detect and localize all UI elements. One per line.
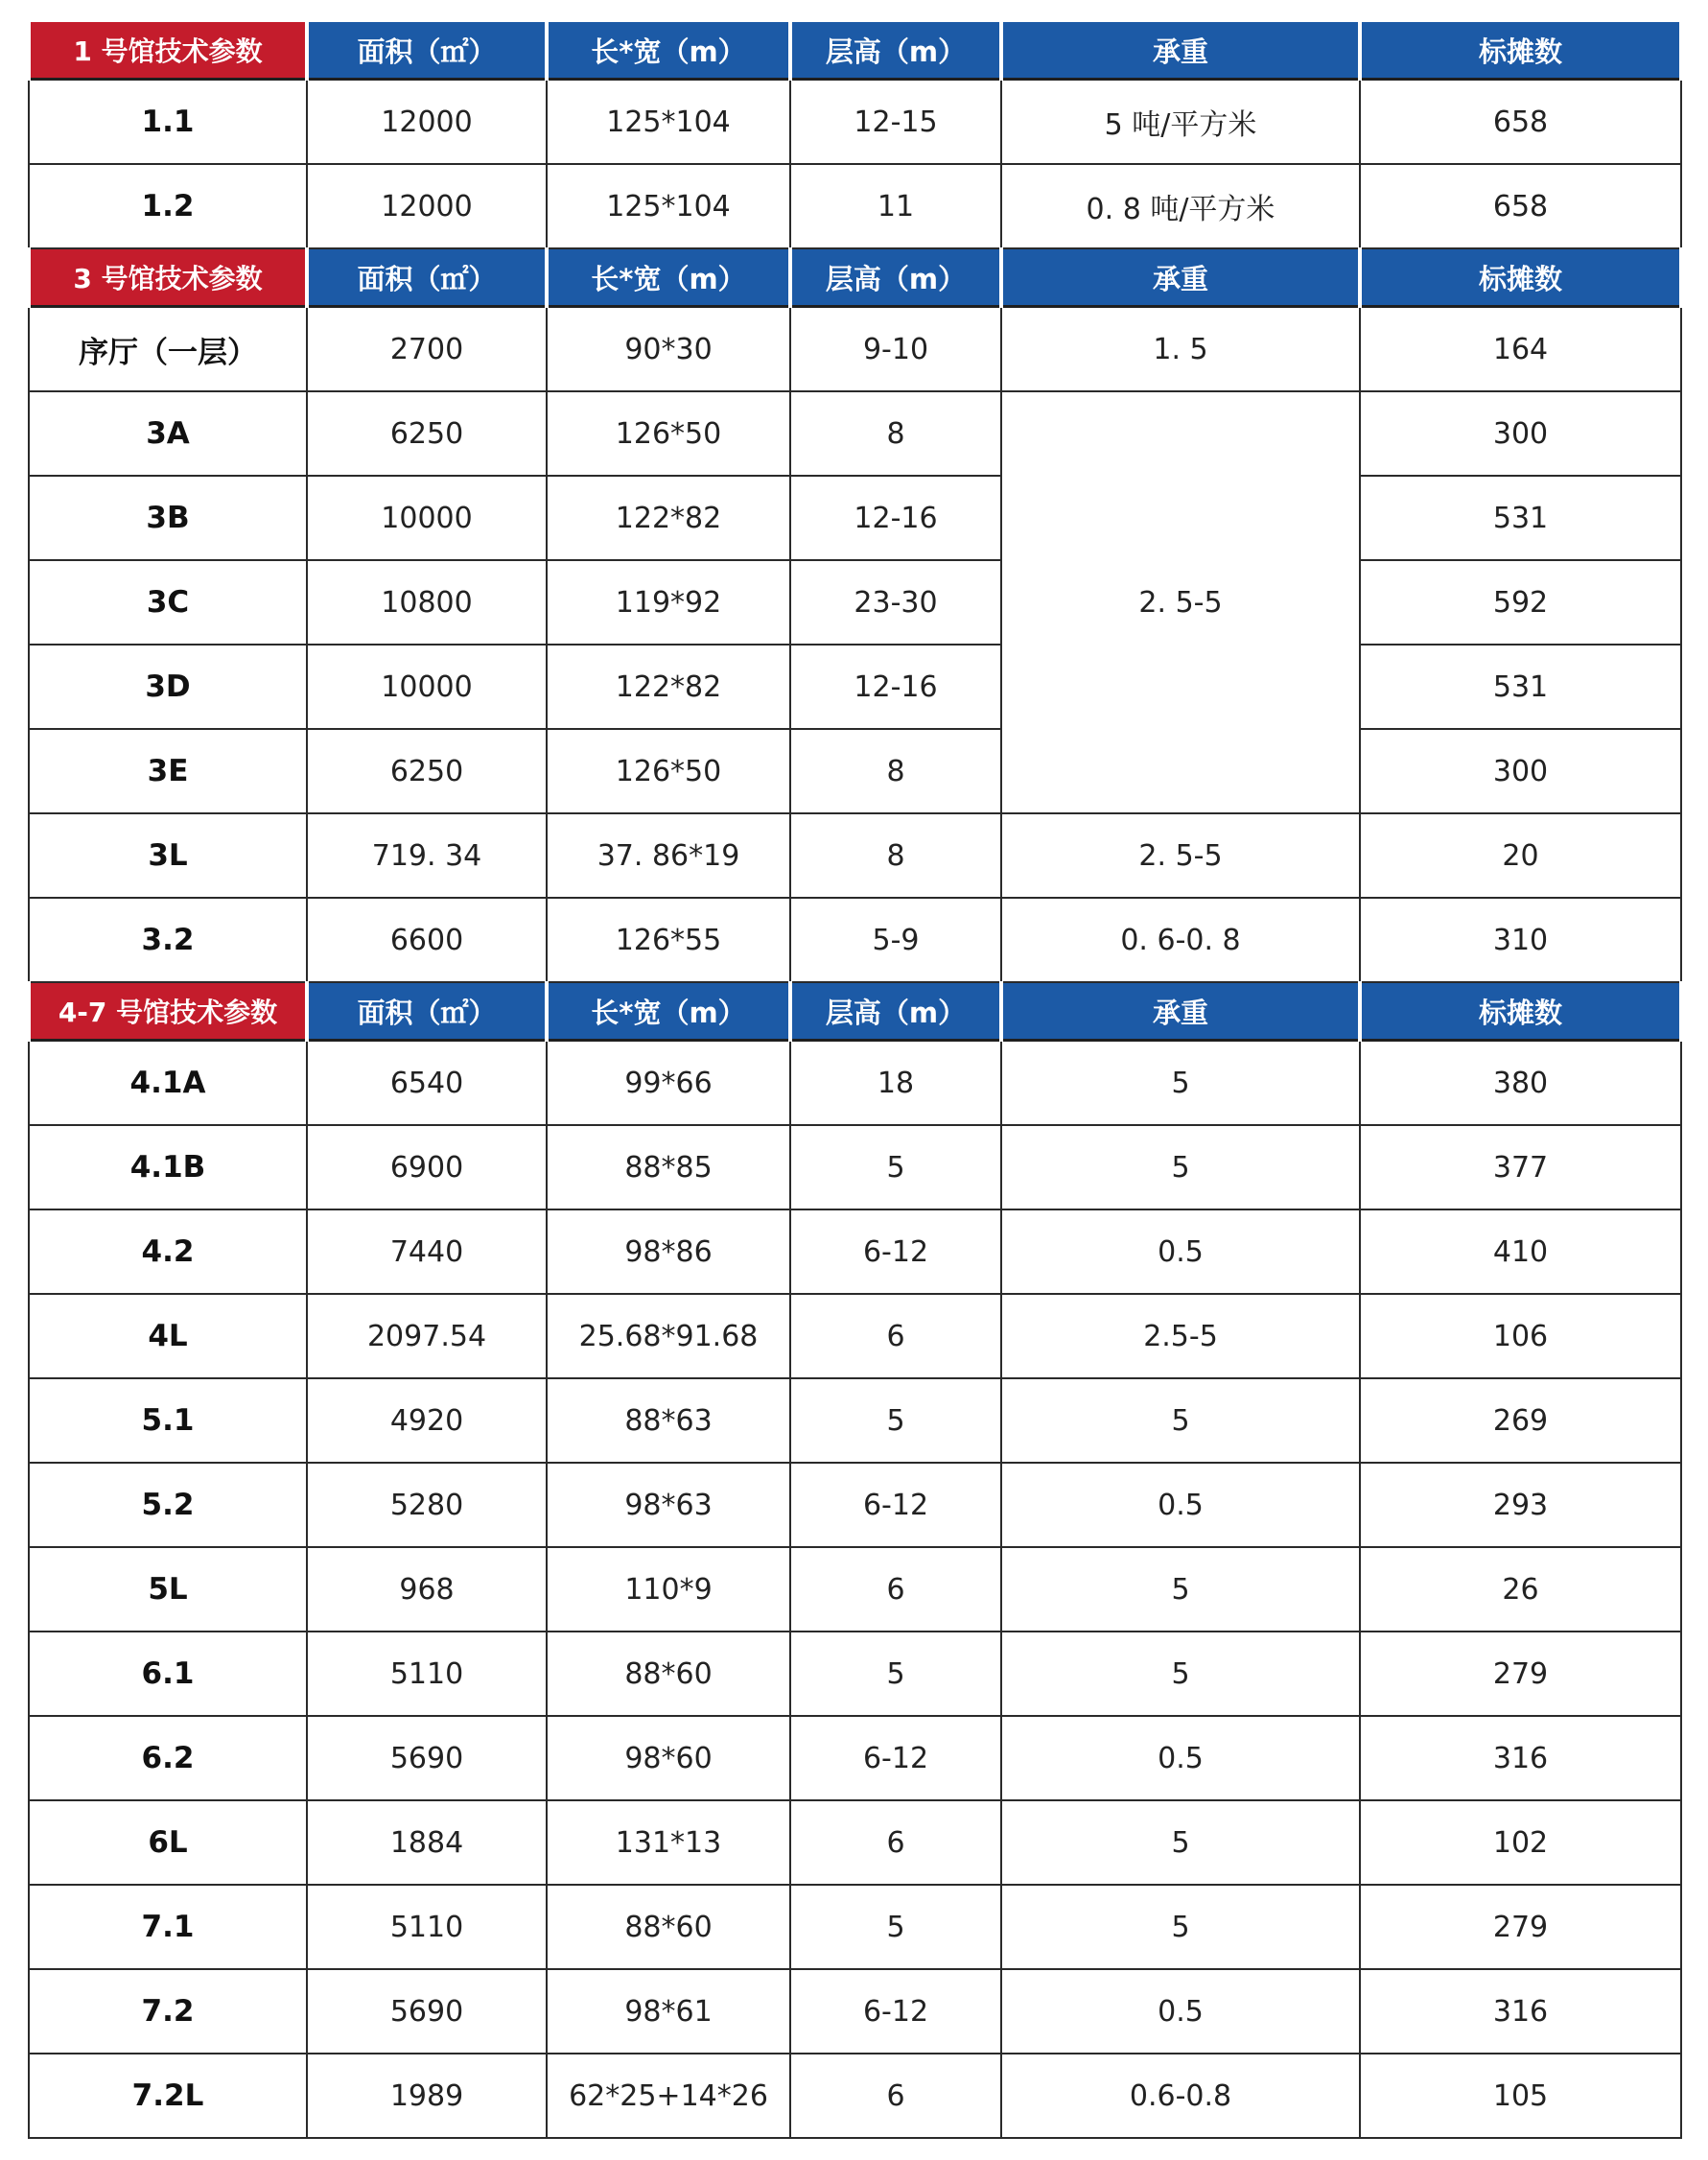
hall-name-cell: 3D xyxy=(29,645,307,729)
booth-count-cell: 20 xyxy=(1360,813,1681,898)
area-cell: 2700 xyxy=(307,307,547,392)
area-header: 面积（㎡） xyxy=(307,248,547,307)
dimensions-cell: 125*104 xyxy=(547,80,790,165)
table-row xyxy=(29,1294,1681,1378)
booth-count-header: 标摊数 xyxy=(1360,22,1681,80)
load-capacity-cell: 5 xyxy=(1001,1041,1360,1126)
area-cell: 10000 xyxy=(307,476,547,560)
booth-count-cell: 300 xyxy=(1360,391,1681,476)
dimensions-header: 长*宽（m） xyxy=(547,982,790,1041)
load-capacity-cell: 0.5 xyxy=(1001,1209,1360,1294)
dimensions-cell: 119*92 xyxy=(547,560,790,645)
hall-name-cell: 3A xyxy=(29,391,307,476)
dimensions-cell: 98*60 xyxy=(547,1716,790,1800)
floor-height-cell: 12-16 xyxy=(790,645,1001,729)
floor-height-cell: 6-12 xyxy=(790,1209,1001,1294)
load-capacity-header: 承重 xyxy=(1001,248,1360,307)
booth-count-cell: 106 xyxy=(1360,1294,1681,1378)
floor-height-cell: 6-12 xyxy=(790,1969,1001,2054)
booth-count-cell: 531 xyxy=(1360,645,1681,729)
dimensions-cell: 88*63 xyxy=(547,1378,790,1463)
booth-count-header: 标摊数 xyxy=(1360,982,1681,1041)
area-cell: 968 xyxy=(307,1547,547,1632)
floor-height-cell: 8 xyxy=(790,813,1001,898)
load-capacity-cell: 0.5 xyxy=(1001,1716,1360,1800)
hall-name-cell: 4L xyxy=(29,1294,307,1378)
hall-name-cell: 6.1 xyxy=(29,1632,307,1716)
hall-name-cell: 5.1 xyxy=(29,1378,307,1463)
hall-name-cell: 3B xyxy=(29,476,307,560)
table-row xyxy=(29,1800,1681,1885)
hall-name-cell: 1.1 xyxy=(29,80,307,165)
area-cell: 719. 34 xyxy=(307,813,547,898)
table-row xyxy=(29,1885,1681,1969)
dimensions-header: 长*宽（m） xyxy=(547,22,790,80)
load-capacity-cell: 2. 5-5 xyxy=(1001,813,1360,898)
table-row xyxy=(29,1463,1681,1547)
booth-count-cell: 269 xyxy=(1360,1378,1681,1463)
area-cell: 6250 xyxy=(307,391,547,476)
booth-count-cell: 293 xyxy=(1360,1463,1681,1547)
hall-name-cell: 7.2L xyxy=(29,2054,307,2138)
hall-name-cell: 3.2 xyxy=(29,898,307,982)
hall-name-cell: 3L xyxy=(29,813,307,898)
load-capacity-cell: 2. 5-5 xyxy=(1001,391,1360,813)
booth-count-cell: 410 xyxy=(1360,1209,1681,1294)
area-cell: 6600 xyxy=(307,898,547,982)
table-row xyxy=(29,1041,1681,1126)
area-cell: 1989 xyxy=(307,2054,547,2138)
table-row xyxy=(29,1378,1681,1463)
area-cell: 12000 xyxy=(307,164,547,248)
table-row xyxy=(29,1209,1681,1294)
load-capacity-cell: 5 xyxy=(1001,1885,1360,1969)
area-cell: 5690 xyxy=(307,1716,547,1800)
table-row xyxy=(29,645,1681,729)
booth-count-cell: 377 xyxy=(1360,1125,1681,1209)
floor-height-cell: 5-9 xyxy=(790,898,1001,982)
booth-count-cell: 531 xyxy=(1360,476,1681,560)
booth-count-cell: 300 xyxy=(1360,729,1681,813)
dimensions-cell: 131*13 xyxy=(547,1800,790,1885)
load-capacity-cell: 5 xyxy=(1001,1800,1360,1885)
area-cell: 10800 xyxy=(307,560,547,645)
floor-height-cell: 6 xyxy=(790,1547,1001,1632)
floor-height-cell: 5 xyxy=(790,1378,1001,1463)
table-row xyxy=(29,1125,1681,1209)
table-row xyxy=(29,898,1681,982)
dimensions-cell: 99*66 xyxy=(547,1041,790,1126)
dimensions-cell: 122*82 xyxy=(547,476,790,560)
load-capacity-cell: 5 xyxy=(1001,1125,1360,1209)
dimensions-cell: 126*50 xyxy=(547,729,790,813)
section-header-row xyxy=(29,248,1681,307)
booth-count-header: 标摊数 xyxy=(1360,248,1681,307)
dimensions-cell: 88*85 xyxy=(547,1125,790,1209)
floor-height-cell: 18 xyxy=(790,1041,1001,1126)
booth-count-cell: 592 xyxy=(1360,560,1681,645)
area-cell: 6250 xyxy=(307,729,547,813)
section-header-row xyxy=(29,22,1681,80)
hall-name-cell: 5L xyxy=(29,1547,307,1632)
load-capacity-cell: 0.6-0.8 xyxy=(1001,2054,1360,2138)
table-row xyxy=(29,1969,1681,2054)
load-capacity-header: 承重 xyxy=(1001,982,1360,1041)
dimensions-cell: 98*61 xyxy=(547,1969,790,2054)
floor-height-cell: 23-30 xyxy=(790,560,1001,645)
table-row xyxy=(29,391,1681,476)
area-cell: 6900 xyxy=(307,1125,547,1209)
table-row xyxy=(29,1716,1681,1800)
table-row xyxy=(29,813,1681,898)
booth-count-cell: 310 xyxy=(1360,898,1681,982)
floor-height-cell: 6-12 xyxy=(790,1716,1001,1800)
floor-height-cell: 6 xyxy=(790,1294,1001,1378)
dimensions-cell: 25.68*91.68 xyxy=(547,1294,790,1378)
booth-count-cell: 102 xyxy=(1360,1800,1681,1885)
area-cell: 12000 xyxy=(307,80,547,165)
floor-height-cell: 5 xyxy=(790,1125,1001,1209)
hall-name-cell: 1.2 xyxy=(29,164,307,248)
booth-count-cell: 316 xyxy=(1360,1716,1681,1800)
hall-name-cell: 4.2 xyxy=(29,1209,307,1294)
hall-name-cell: 6.2 xyxy=(29,1716,307,1800)
load-capacity-cell: 5 xyxy=(1001,1547,1360,1632)
floor-height-cell: 9-10 xyxy=(790,307,1001,392)
floor-height-cell: 5 xyxy=(790,1885,1001,1969)
area-cell: 1884 xyxy=(307,1800,547,1885)
table-row xyxy=(29,1632,1681,1716)
booth-count-cell: 279 xyxy=(1360,1885,1681,1969)
dimensions-cell: 126*55 xyxy=(547,898,790,982)
area-cell: 5110 xyxy=(307,1885,547,1969)
hall-name-cell: 4.1B xyxy=(29,1125,307,1209)
hall-name-cell: 序厅（一层） xyxy=(29,307,307,392)
dimensions-cell: 126*50 xyxy=(547,391,790,476)
dimensions-cell: 37. 86*19 xyxy=(547,813,790,898)
dimensions-cell: 98*86 xyxy=(547,1209,790,1294)
table-row xyxy=(29,1547,1681,1632)
dimensions-cell: 122*82 xyxy=(547,645,790,729)
table-row xyxy=(29,476,1681,560)
area-cell: 4920 xyxy=(307,1378,547,1463)
floor-height-header: 层高（m） xyxy=(790,248,1001,307)
dimensions-cell: 110*9 xyxy=(547,1547,790,1632)
floor-height-cell: 5 xyxy=(790,1632,1001,1716)
floor-height-cell: 8 xyxy=(790,391,1001,476)
table-row xyxy=(29,2054,1681,2138)
booth-count-cell: 316 xyxy=(1360,1969,1681,2054)
load-capacity-cell: 2.5-5 xyxy=(1001,1294,1360,1378)
dimensions-header: 长*宽（m） xyxy=(547,248,790,307)
area-cell: 5280 xyxy=(307,1463,547,1547)
table-row xyxy=(29,164,1681,248)
table-row xyxy=(29,80,1681,165)
booth-count-cell: 380 xyxy=(1360,1041,1681,1126)
hall-name-cell: 6L xyxy=(29,1800,307,1885)
area-cell: 5110 xyxy=(307,1632,547,1716)
dimensions-cell: 88*60 xyxy=(547,1632,790,1716)
floor-height-cell: 11 xyxy=(790,164,1001,248)
dimensions-cell: 90*30 xyxy=(547,307,790,392)
booth-count-cell: 658 xyxy=(1360,164,1681,248)
floor-height-cell: 12-16 xyxy=(790,476,1001,560)
section-title: 3 号馆技术参数 xyxy=(29,248,307,307)
hall-parameters-table xyxy=(27,22,1683,2139)
hall-name-cell: 3E xyxy=(29,729,307,813)
floor-height-cell: 6 xyxy=(790,1800,1001,1885)
area-cell: 5690 xyxy=(307,1969,547,2054)
area-cell: 10000 xyxy=(307,645,547,729)
hall-name-cell: 3C xyxy=(29,560,307,645)
load-capacity-cell: 0. 6-0. 8 xyxy=(1001,898,1360,982)
section-header-row xyxy=(29,982,1681,1041)
dimensions-cell: 62*25+14*26 xyxy=(547,2054,790,2138)
table-row xyxy=(29,560,1681,645)
load-capacity-cell: 5 xyxy=(1001,1632,1360,1716)
load-capacity-cell: 1. 5 xyxy=(1001,307,1360,392)
booth-count-cell: 105 xyxy=(1360,2054,1681,2138)
area-cell: 2097.54 xyxy=(307,1294,547,1378)
area-header: 面积（㎡） xyxy=(307,982,547,1041)
load-capacity-cell: 5 吨/平方米 xyxy=(1001,80,1360,165)
section-title: 1 号馆技术参数 xyxy=(29,22,307,80)
dimensions-cell: 98*63 xyxy=(547,1463,790,1547)
floor-height-header: 层高（m） xyxy=(790,982,1001,1041)
hall-name-cell: 4.1A xyxy=(29,1041,307,1126)
booth-count-cell: 279 xyxy=(1360,1632,1681,1716)
table-body xyxy=(29,22,1681,2138)
dimensions-cell: 125*104 xyxy=(547,164,790,248)
table-row xyxy=(29,307,1681,392)
section-title: 4-7 号馆技术参数 xyxy=(29,982,307,1041)
load-capacity-cell: 0. 8 吨/平方米 xyxy=(1001,164,1360,248)
floor-height-cell: 8 xyxy=(790,729,1001,813)
floor-height-cell: 6-12 xyxy=(790,1463,1001,1547)
booth-count-cell: 658 xyxy=(1360,80,1681,165)
hall-name-cell: 7.1 xyxy=(29,1885,307,1969)
hall-name-cell: 5.2 xyxy=(29,1463,307,1547)
load-capacity-cell: 0.5 xyxy=(1001,1463,1360,1547)
load-capacity-cell: 5 xyxy=(1001,1378,1360,1463)
area-cell: 7440 xyxy=(307,1209,547,1294)
floor-height-header: 层高（m） xyxy=(790,22,1001,80)
floor-height-cell: 12-15 xyxy=(790,80,1001,165)
floor-height-cell: 6 xyxy=(790,2054,1001,2138)
dimensions-cell: 88*60 xyxy=(547,1885,790,1969)
hall-name-cell: 7.2 xyxy=(29,1969,307,2054)
booth-count-cell: 26 xyxy=(1360,1547,1681,1632)
load-capacity-cell: 0.5 xyxy=(1001,1969,1360,2054)
table-row xyxy=(29,729,1681,813)
load-capacity-header: 承重 xyxy=(1001,22,1360,80)
area-cell: 6540 xyxy=(307,1041,547,1126)
area-header: 面积（㎡） xyxy=(307,22,547,80)
booth-count-cell: 164 xyxy=(1360,307,1681,392)
